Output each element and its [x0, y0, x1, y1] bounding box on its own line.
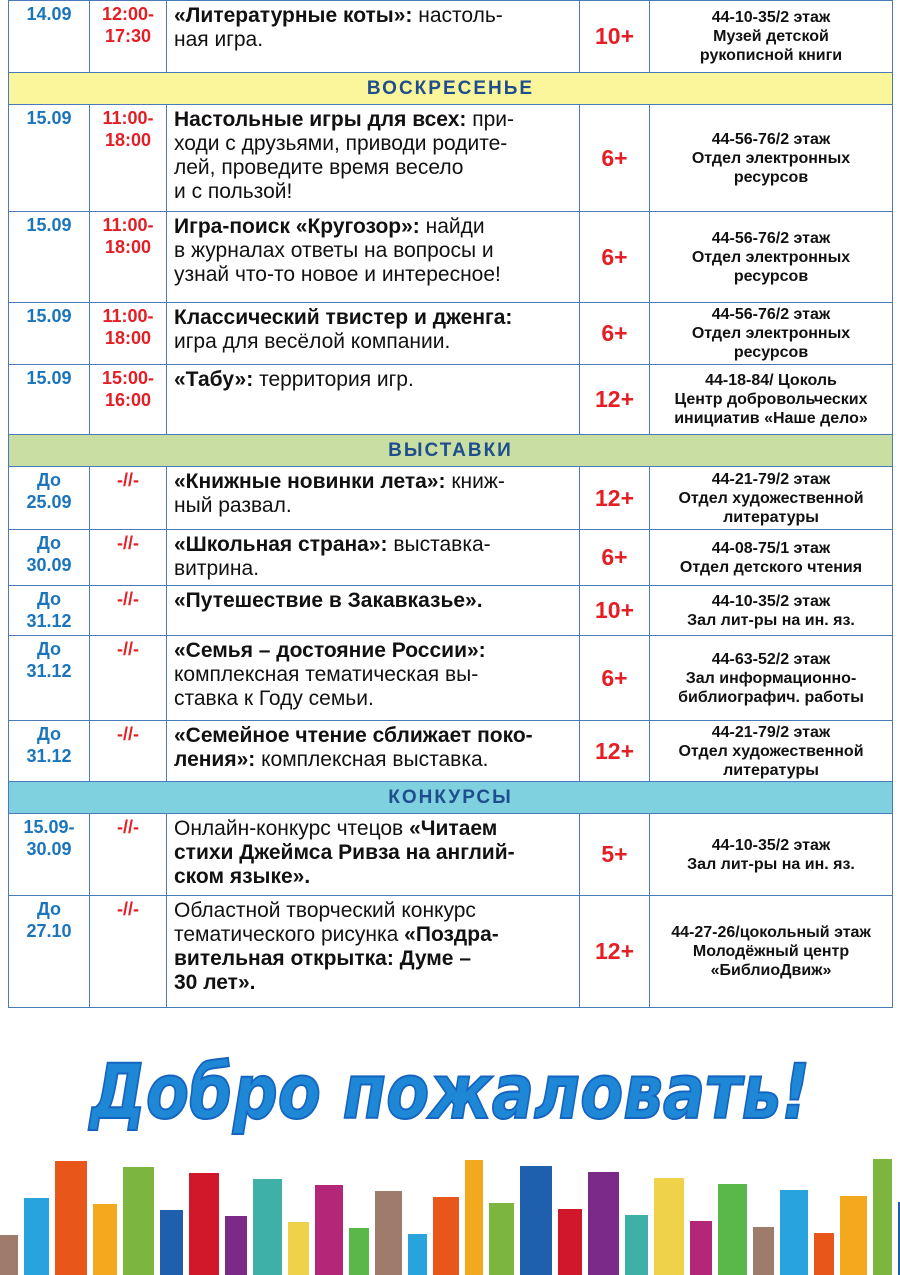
date-line: 31.12 [26, 746, 72, 766]
description-line: комплексная тематическая вы- [174, 663, 479, 686]
event-location [650, 530, 893, 586]
description-line: ставка к Году семьи. [174, 687, 374, 710]
description-line: Настольные игры для всех: при- [174, 108, 514, 131]
time-line: 11:00- [102, 108, 154, 128]
description-line: Классический твистер и дженга: [174, 306, 513, 329]
location-line: ресурсов [733, 168, 809, 186]
event-time [90, 814, 167, 896]
description-line: 30 лет». [174, 971, 256, 994]
book-spine [123, 1167, 154, 1275]
location-line: рукописной книги [699, 47, 843, 64]
welcome-text: Добро пожаловать! [88, 1047, 810, 1136]
event-description [167, 212, 580, 303]
book-spine [0, 1235, 18, 1275]
age-rating: 12+ [580, 365, 650, 435]
book-spine [753, 1227, 774, 1275]
date-line: 30.09 [26, 839, 72, 859]
time-line: -//- [117, 639, 139, 659]
description-line: ходи с друзьями, приводи родите- [174, 132, 508, 155]
time-line: 12:00- [101, 4, 155, 24]
event-date [9, 467, 90, 530]
age-rating: 6+ [580, 212, 650, 303]
event-description [167, 105, 580, 212]
age-rating: 12+ [580, 721, 650, 782]
date-line: До [36, 533, 62, 553]
description-line: узнай что-то новое и интересное! [174, 263, 501, 286]
book-spine [315, 1185, 343, 1275]
book-spines-decoration [0, 1148, 900, 1275]
date-line: 15.09 [26, 306, 72, 326]
time-line: -//- [117, 533, 139, 553]
time-line: 15:00- [101, 368, 155, 388]
event-date [9, 721, 90, 782]
date-line: 30.09 [26, 555, 72, 575]
location-line: 44-08-75/1 этаж [711, 539, 831, 557]
event-location [650, 896, 893, 1008]
location-line: Молодёжный центр [692, 943, 850, 960]
section-header-row [9, 435, 893, 467]
time-line: -//- [117, 589, 139, 609]
date-line: До [36, 899, 62, 919]
location-line: Отдел электронных [691, 325, 851, 342]
location-line: Отдел электронных [691, 149, 851, 167]
date-line: 15.09- [23, 817, 75, 837]
date-line: До [36, 639, 62, 659]
event-location [650, 467, 893, 530]
event-time [90, 105, 167, 212]
location-line: Отдел художественной [678, 489, 864, 507]
time-line: -//- [117, 470, 139, 490]
book-spine [489, 1203, 514, 1275]
event-row [9, 530, 893, 586]
event-location [650, 303, 893, 365]
location-line: Отдел электронных [691, 248, 851, 266]
event-time [90, 530, 167, 586]
book-spine [873, 1159, 892, 1275]
description-line: ный развал. [174, 494, 292, 517]
event-description [167, 814, 580, 896]
event-time [90, 365, 167, 435]
description-line: в журналах ответы на вопросы и [174, 239, 494, 262]
age-rating: 10+ [580, 586, 650, 636]
date-line: 14.09 [26, 4, 72, 24]
event-row [9, 814, 893, 896]
age-rating: 5+ [580, 814, 650, 896]
location-line: 44-27-26/цокольный этаж [671, 924, 871, 941]
description-line: «Школьная страна»: выставка- [174, 533, 491, 556]
section-header-row [9, 782, 893, 814]
event-row [9, 586, 893, 636]
age-rating: 6+ [580, 303, 650, 365]
event-description [167, 467, 580, 530]
event-location [650, 636, 893, 721]
event-time [90, 721, 167, 782]
event-date [9, 586, 90, 636]
schedule-table [8, 0, 893, 1008]
book-spine [55, 1161, 87, 1275]
location-line: 44-63-52/2 этаж [711, 650, 831, 668]
book-spine [520, 1166, 552, 1275]
date-line: 15.09 [26, 108, 72, 128]
location-line: инициатив «Наше дело» [674, 410, 868, 427]
event-row [9, 636, 893, 721]
section-header-row [9, 73, 893, 105]
event-description [167, 530, 580, 586]
book-spine [558, 1209, 582, 1275]
location-line: Отдел детского чтения [679, 558, 863, 576]
date-line: 31.12 [26, 661, 72, 681]
time-line: 18:00 [104, 237, 152, 257]
description-line: Игра-поиск «Кругозор»: найди [174, 215, 485, 238]
section-title: КОНКУРСЫ [9, 782, 893, 814]
book-spine [160, 1210, 183, 1275]
book-spine [690, 1221, 712, 1275]
description-line: игра для весёлой компании. [174, 330, 451, 353]
book-spine [588, 1172, 619, 1275]
book-spine [408, 1234, 427, 1275]
description-line: лей, проведите время весело [174, 156, 464, 179]
date-line: 25.09 [26, 492, 72, 512]
event-time [90, 1, 167, 73]
event-row [9, 721, 893, 782]
age-rating: 10+ [580, 1, 650, 73]
date-line: 15.09 [26, 215, 72, 235]
event-description [167, 721, 580, 782]
section-title: ВОСКРЕСЕНЬЕ [9, 73, 893, 105]
age-rating: 6+ [580, 530, 650, 586]
event-date [9, 814, 90, 896]
time-line: 11:00- [102, 306, 154, 326]
event-description [167, 365, 580, 435]
description-line: и с пользой! [174, 180, 293, 203]
location-line: библиографич. работы [678, 688, 864, 706]
event-location [650, 212, 893, 303]
event-row [9, 365, 893, 435]
date-line: До [36, 470, 62, 490]
event-location [650, 365, 893, 435]
event-date [9, 365, 90, 435]
book-spine [654, 1178, 684, 1275]
age-rating: 6+ [580, 105, 650, 212]
description-line: «Семья – достояние России»: [174, 639, 486, 662]
event-row [9, 303, 893, 365]
description-line: Онлайн-конкурс чтецов «Читаем [174, 817, 498, 840]
time-line: 16:00 [104, 390, 152, 410]
book-spine [625, 1215, 648, 1275]
book-spine [780, 1190, 808, 1275]
description-line: «Книжные новинки лета»: книж- [174, 470, 505, 493]
description-line: «Путешествие в Закавказье». [174, 589, 483, 612]
book-spine [288, 1222, 309, 1275]
description-line: стихи Джеймса Ривза на англий- [174, 841, 515, 864]
description-line: «Семейное чтение сближает поко- [174, 724, 533, 747]
description-line: витрина. [174, 557, 260, 580]
time-line: -//- [117, 817, 139, 837]
time-line: 11:00- [102, 215, 154, 235]
event-date [9, 896, 90, 1008]
age-rating: 12+ [580, 467, 650, 530]
time-line: -//- [117, 899, 139, 919]
description-line: ском языке». [174, 865, 311, 888]
age-rating: 6+ [580, 636, 650, 721]
location-line: Центр добровольческих [674, 391, 868, 408]
event-location [650, 814, 893, 896]
location-line: ресурсов [733, 344, 809, 361]
location-line: Зал информационно- [685, 669, 857, 687]
event-location [650, 586, 893, 636]
description-line: вительная открытка: Думе – [174, 947, 471, 970]
location-line: 44-56-76/2 этаж [711, 130, 831, 148]
location-line: ресурсов [733, 267, 809, 285]
location-line: 44-10-35/2 этаж [711, 9, 831, 26]
book-spine [718, 1184, 747, 1275]
event-time [90, 212, 167, 303]
event-time [90, 636, 167, 721]
event-row [9, 467, 893, 530]
book-spine [349, 1228, 369, 1275]
location-line: «БиблиоДвиж» [710, 962, 832, 979]
book-spine [253, 1179, 282, 1275]
event-description [167, 586, 580, 636]
book-spine [375, 1191, 402, 1275]
event-row [9, 896, 893, 1008]
location-line: 44-56-76/2 этаж [711, 306, 831, 323]
description-line: ная игра. [174, 28, 264, 51]
location-line: 44-10-35/2 этаж [711, 592, 831, 610]
date-line: 27.10 [26, 921, 72, 941]
location-line: 44-10-35/2 этаж [711, 836, 831, 854]
location-line: Зал лит-ры на ин. яз. [687, 855, 855, 873]
location-line: Отдел художественной [678, 742, 864, 760]
event-row [9, 105, 893, 212]
location-line: 44-21-79/2 этаж [711, 470, 831, 488]
event-description [167, 303, 580, 365]
date-line: До [36, 724, 62, 744]
event-date [9, 303, 90, 365]
description-line: тематического рисунка «Поздра- [174, 923, 499, 946]
event-date [9, 636, 90, 721]
book-spine [433, 1197, 459, 1275]
event-time [90, 467, 167, 530]
event-row [9, 212, 893, 303]
location-line: 44-18-84/ Цоколь [705, 372, 837, 389]
event-date [9, 1, 90, 73]
event-location [650, 105, 893, 212]
event-location [650, 721, 893, 782]
event-date [9, 105, 90, 212]
event-date [9, 212, 90, 303]
time-line: -//- [117, 724, 139, 744]
event-location [650, 1, 893, 73]
event-description [167, 896, 580, 1008]
time-line: 18:00 [104, 328, 152, 348]
description-line: «Табу»: территория игр. [174, 368, 414, 391]
book-spine [189, 1173, 219, 1275]
location-line: литературы [723, 508, 819, 526]
location-line: литературы [723, 761, 819, 779]
event-description [167, 1, 580, 73]
book-spine [225, 1216, 247, 1275]
event-row [9, 1, 893, 73]
time-line: 17:30 [104, 26, 152, 46]
event-time [90, 896, 167, 1008]
location-line: Музей детской [713, 28, 829, 45]
welcome-banner [0, 1040, 900, 1140]
description-line: ления»: комплексная выставка. [174, 748, 489, 771]
location-line: 44-21-79/2 этаж [711, 723, 831, 741]
event-time [90, 586, 167, 636]
description-line: «Литературные коты»: настоль- [174, 4, 503, 27]
location-line: 44-56-76/2 этаж [711, 229, 831, 247]
event-description [167, 636, 580, 721]
date-line: До [36, 589, 62, 609]
book-spine [814, 1233, 834, 1275]
section-title: ВЫСТАВКИ [9, 435, 893, 467]
book-spine [24, 1198, 49, 1275]
event-time [90, 303, 167, 365]
date-line: 15.09 [26, 368, 72, 388]
book-spine [840, 1196, 867, 1275]
date-line: 31.12 [26, 611, 72, 631]
book-spine [465, 1160, 483, 1275]
time-line: 18:00 [104, 130, 152, 150]
event-date [9, 530, 90, 586]
age-rating: 12+ [580, 896, 650, 1008]
description-line: Областной творческий конкурс [174, 899, 476, 922]
location-line: Зал лит-ры на ин. яз. [687, 611, 855, 629]
book-spine [93, 1204, 117, 1275]
